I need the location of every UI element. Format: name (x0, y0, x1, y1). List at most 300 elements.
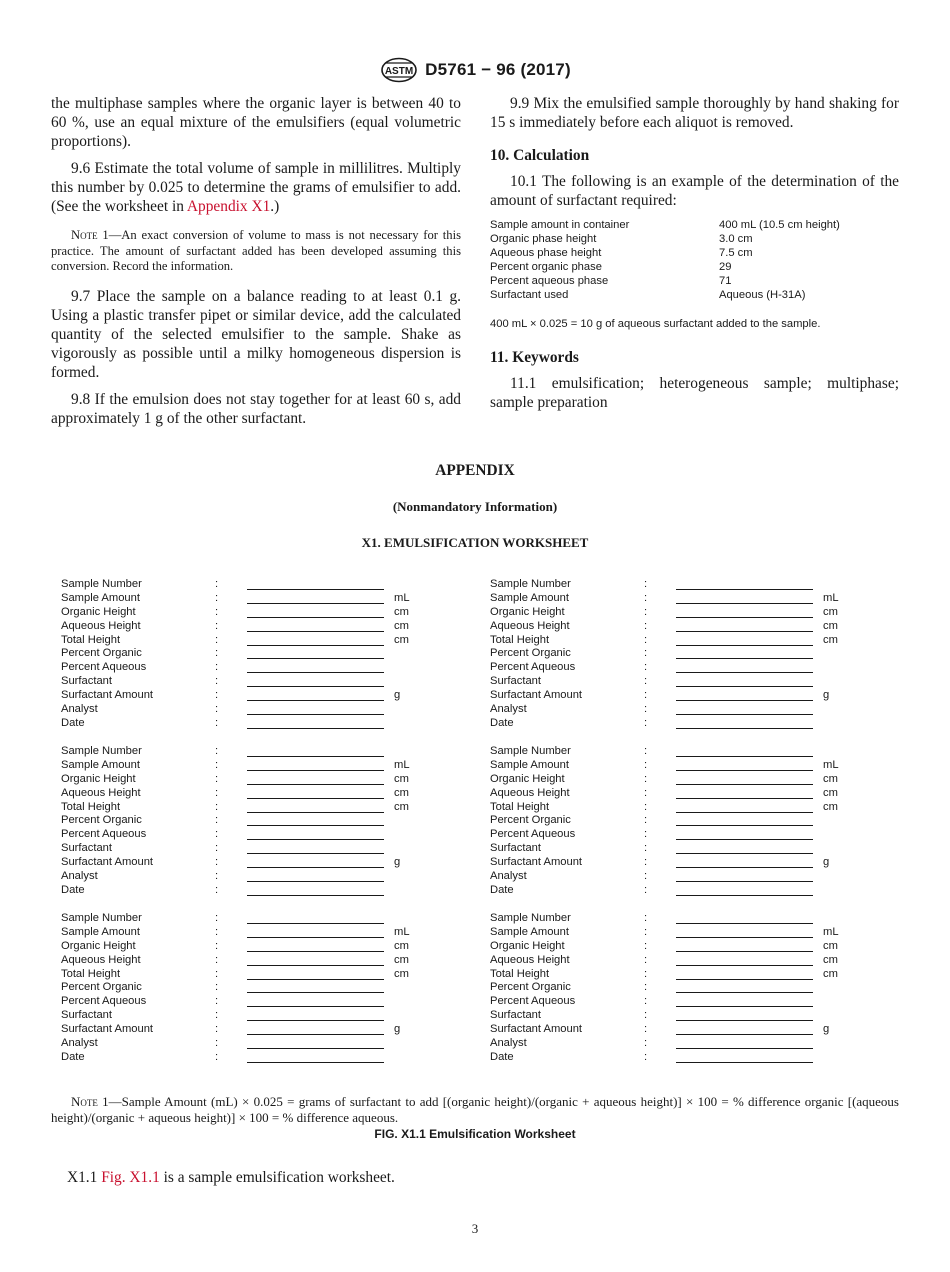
worksheet-colon: : (644, 633, 648, 646)
worksheet-row (490, 926, 850, 940)
appendix-x1-title: X1. EMULSIFICATION WORKSHEET (361, 535, 589, 550)
worksheet-row (61, 842, 421, 856)
worksheet-blank-line[interactable] (247, 951, 384, 952)
appendix-subtitle: (Nonmandatory Information) (392, 499, 558, 514)
worksheet-field-label: Sample Number (490, 745, 571, 757)
worksheet-row (490, 703, 850, 717)
worksheet-field-label: Date (61, 883, 85, 896)
worksheet-row (61, 870, 421, 884)
worksheet-row (490, 689, 850, 703)
worksheet-row (61, 1051, 421, 1065)
worksheet-unit: g (394, 689, 401, 702)
worksheet-field-label: Analyst (61, 870, 98, 883)
worksheet-field-label: Analyst (61, 703, 98, 716)
worksheet-field-label: Organic Height (490, 605, 565, 618)
worksheet-field-label: Percent Organic (490, 981, 571, 994)
worksheet-blank-line[interactable] (247, 631, 384, 632)
worksheet-colon: : (644, 995, 648, 1008)
worksheet-colon: : (215, 716, 219, 729)
worksheet-colon: : (644, 605, 648, 618)
worksheet-blank-line[interactable] (676, 700, 813, 701)
worksheet-row (490, 787, 850, 801)
worksheet-row (61, 717, 421, 731)
worksheet-field-label: Aqueous Height (490, 619, 570, 632)
worksheet-row (490, 773, 850, 787)
worksheet-row (490, 801, 850, 815)
worksheet-field-label: Surfactant Amount (61, 1023, 154, 1036)
worksheet-colon: : (215, 967, 219, 980)
worksheet-field-label: Percent Aqueous (490, 828, 576, 841)
worksheet-field-label: Sample Number (61, 578, 142, 590)
worksheet-unit: cm (823, 786, 838, 799)
worksheet-blank-line[interactable] (676, 923, 813, 924)
worksheet-colon: : (215, 675, 219, 688)
worksheet-colon: : (215, 703, 219, 716)
worksheet-row (61, 759, 421, 773)
worksheet-field-label: Date (490, 1050, 514, 1063)
worksheet-unit: g (823, 1023, 830, 1036)
worksheet-field-label: Percent Aqueous (490, 661, 576, 674)
worksheet-field-label: Sample Number (61, 912, 142, 924)
worksheet-block (490, 578, 850, 731)
worksheet-colon: : (215, 981, 219, 994)
paragraph-9-6: 9.6 Estimate the total volume of sample in millilitres. Multiply this number by 0.025 to determine the grams of emulsifier to add. (See the worksheet in Appendix X1.) (51, 160, 461, 215)
worksheet-blank-line[interactable] (676, 603, 813, 604)
worksheet-row (61, 912, 421, 926)
worksheet-field-label: Organic Height (61, 605, 136, 618)
worksheet-row (61, 981, 421, 995)
worksheet-field-label: Percent Organic (490, 814, 571, 827)
worksheet-field-label: Percent Organic (61, 814, 142, 827)
worksheet-unit: mL (823, 925, 839, 938)
worksheet-colon: : (644, 925, 648, 938)
worksheet-blank-line[interactable] (247, 1048, 384, 1049)
calc-row-label: Percent aqueous phase (490, 275, 609, 287)
worksheet-colon: : (215, 619, 219, 632)
worksheet-colon: : (215, 605, 219, 618)
worksheet-field-label: Surfactant (490, 842, 541, 855)
worksheet-blank-line[interactable] (676, 853, 813, 854)
worksheet-blank-line[interactable] (676, 825, 813, 826)
worksheet-blank-line[interactable] (247, 603, 384, 604)
section-heading-keywords: 11. Keywords (490, 349, 579, 366)
worksheet-unit: g (823, 856, 830, 869)
worksheet-colon: : (215, 578, 219, 590)
worksheet-row (490, 968, 850, 982)
worksheet-blank-line[interactable] (676, 798, 813, 799)
worksheet-row (490, 606, 850, 620)
worksheet-row (490, 661, 850, 675)
worksheet-field-label: Date (61, 1050, 85, 1063)
worksheet-blank-line[interactable] (247, 992, 384, 993)
worksheet-colon: : (644, 912, 648, 924)
worksheet-colon: : (644, 647, 648, 660)
worksheet-row (490, 675, 850, 689)
worksheet-colon: : (215, 870, 219, 883)
worksheet-colon: : (644, 591, 648, 604)
worksheet-row (490, 828, 850, 842)
worksheet-colon: : (644, 689, 648, 702)
worksheet-field-label: Percent Aqueous (61, 828, 147, 841)
worksheet-colon: : (215, 1037, 219, 1050)
worksheet-unit: cm (394, 800, 409, 813)
worksheet-row (490, 592, 850, 606)
worksheet-row (61, 801, 421, 815)
worksheet-row (490, 856, 850, 870)
worksheet-colon: : (644, 716, 648, 729)
worksheet-colon: : (644, 842, 648, 855)
worksheet-blank-line[interactable] (676, 979, 813, 980)
worksheet-field-label: Sample Number (490, 912, 571, 924)
worksheet-row (61, 814, 421, 828)
worksheet-blank-line[interactable] (247, 965, 384, 966)
worksheet-field-label: Organic Height (490, 772, 565, 785)
worksheet-colon: : (215, 1023, 219, 1036)
worksheet-row (61, 1037, 421, 1051)
worksheet-row (61, 745, 421, 759)
worksheet-field-label: Percent Aqueous (61, 661, 147, 674)
worksheet-blank-line[interactable] (676, 1006, 813, 1007)
worksheet-colon: : (215, 856, 219, 869)
worksheet-row (61, 606, 421, 620)
worksheet-field-label: Sample Amount (490, 591, 569, 604)
worksheet-blank-line[interactable] (676, 686, 813, 687)
figure-caption: FIG. X1.1 Emulsification Worksheet (374, 1127, 576, 1141)
worksheet-blank-line[interactable] (247, 979, 384, 980)
worksheet-field-label: Analyst (61, 1037, 98, 1050)
worksheet-blank-line[interactable] (247, 812, 384, 813)
worksheet-row (61, 787, 421, 801)
worksheet-blank-line[interactable] (247, 923, 384, 924)
section-heading-calculation: 10. Calculation (490, 147, 590, 164)
worksheet-row (61, 675, 421, 689)
paragraph-10-1: 10.1 The following is an example of the determination of the amount of surfactant required: (490, 173, 899, 209)
worksheet-unit: cm (394, 786, 409, 799)
worksheet-blank-line[interactable] (247, 881, 384, 882)
worksheet-field-label: Aqueous Height (490, 786, 570, 799)
worksheet-row (61, 995, 421, 1009)
worksheet-field-label: Surfactant (490, 1009, 541, 1022)
worksheet-field-label: Percent Organic (61, 981, 142, 994)
worksheet-unit: cm (823, 605, 838, 618)
worksheet-colon: : (644, 828, 648, 841)
worksheet-row (490, 884, 850, 898)
worksheet-colon: : (215, 786, 219, 799)
worksheet-field-label: Sample Amount (490, 758, 569, 771)
worksheet-field-label: Surfactant Amount (490, 689, 583, 702)
worksheet-blank-line[interactable] (676, 1020, 813, 1021)
worksheet-field-label: Sample Number (61, 745, 142, 757)
page-number: 3 (471, 1221, 479, 1236)
worksheet-row (61, 1023, 421, 1037)
worksheet-field-label: Organic Height (490, 939, 565, 952)
worksheet-row (61, 1009, 421, 1023)
worksheet-blank-line[interactable] (676, 631, 813, 632)
worksheet-blank-line[interactable] (676, 589, 813, 590)
calculation-equation: 400 mL × 0.025 = 10 g of aqueous surfactant added to the sample. (490, 318, 821, 330)
worksheet-blank-line[interactable] (247, 770, 384, 771)
worksheet-unit: cm (394, 772, 409, 785)
worksheet-field-label: Analyst (490, 703, 527, 716)
right-column (490, 94, 899, 420)
worksheet-blank-line[interactable] (247, 672, 384, 673)
worksheet-blank-line[interactable] (676, 895, 813, 896)
worksheet-row (490, 870, 850, 884)
worksheet-blank-line[interactable] (676, 812, 813, 813)
worksheet-colon: : (644, 578, 648, 590)
worksheet-colon: : (215, 912, 219, 924)
worksheet-field-label: Total Height (490, 633, 550, 646)
calc-row (490, 246, 899, 260)
worksheet-blank-line[interactable] (676, 992, 813, 993)
calc-row-label: Sample amount in container (490, 219, 630, 231)
worksheet-colon: : (644, 661, 648, 674)
worksheet-blank-line[interactable] (676, 617, 813, 618)
worksheet-unit: cm (394, 619, 409, 632)
worksheet-colon: : (215, 883, 219, 896)
worksheet-blank-line[interactable] (676, 1034, 813, 1035)
fig-x1-1-link[interactable]: Fig. X1.1 (101, 1169, 160, 1186)
worksheet-field-label: Aqueous Height (61, 953, 141, 966)
worksheet-row (490, 814, 850, 828)
worksheet-blank-line[interactable] (676, 951, 813, 952)
worksheet-colon: : (215, 772, 219, 785)
paragraph-9-7: 9.7 Place the sample on a balance reading to at least 0.1 g. Using a plastic transfer pipet or similar device, add the calculated quantity of the selected emulsifier to the sample. Shake as vigorously as possible until a milky homogeneous dispersion is formed. (51, 287, 461, 381)
worksheet-colon: : (644, 953, 648, 966)
document-id: D5761 − 96 (2017) (425, 60, 571, 79)
worksheet-colon: : (215, 591, 219, 604)
worksheet-field-label: Sample Number (490, 578, 571, 590)
worksheet-field-label: Total Height (61, 967, 121, 980)
worksheet-colon: : (215, 1050, 219, 1063)
worksheet-colon: : (644, 814, 648, 827)
worksheet-field-label: Total Height (490, 967, 550, 980)
worksheet-blank-line[interactable] (676, 756, 813, 757)
worksheet-blank-line[interactable] (676, 867, 813, 868)
worksheet-colon: : (644, 800, 648, 813)
worksheet-field-label: Date (61, 716, 85, 729)
calc-row (490, 232, 899, 246)
worksheet-blank-line[interactable] (676, 1048, 813, 1049)
worksheet-blank-line[interactable] (676, 770, 813, 771)
worksheet-field-label: Date (490, 883, 514, 896)
worksheet-colon: : (644, 870, 648, 883)
worksheet-colon: : (215, 647, 219, 660)
worksheet-blank-line[interactable] (676, 839, 813, 840)
paragraph-9-8: 9.8 If the emulsion does not stay together for at least 60 s, add approximately 1 g of the other surfactant. (51, 390, 461, 427)
worksheet-blank-line[interactable] (247, 1006, 384, 1007)
worksheet-row (61, 647, 421, 661)
worksheet-unit: cm (823, 772, 838, 785)
worksheet-blank-line[interactable] (247, 1034, 384, 1035)
worksheet-row (490, 578, 850, 592)
worksheet-blank-line[interactable] (247, 784, 384, 785)
worksheet-row (490, 912, 850, 926)
worksheet-row (490, 842, 850, 856)
worksheet-colon: : (644, 675, 648, 688)
worksheet-row (61, 856, 421, 870)
worksheet-row (61, 689, 421, 703)
worksheet-blank-line[interactable] (247, 853, 384, 854)
calc-row (490, 218, 899, 232)
calc-row-value: 400 mL (10.5 cm height) (719, 219, 840, 231)
calc-row-label: Organic phase height (490, 233, 597, 245)
worksheet-colon: : (644, 1050, 648, 1063)
worksheet-blank-line[interactable] (247, 1020, 384, 1021)
worksheet-colon: : (215, 1009, 219, 1022)
worksheet-row (490, 759, 850, 773)
worksheet-colon: : (215, 925, 219, 938)
left-column (51, 94, 461, 436)
worksheet-unit: cm (394, 605, 409, 618)
worksheet-row (490, 1023, 850, 1037)
worksheet-colon: : (215, 745, 219, 757)
worksheet-colon: : (215, 842, 219, 855)
worksheet-blank-line[interactable] (247, 825, 384, 826)
worksheet-colon: : (215, 939, 219, 952)
worksheet-colon: : (644, 772, 648, 785)
worksheet-blank-line[interactable] (247, 728, 384, 729)
worksheet-block (61, 912, 421, 1065)
worksheet-blank-line[interactable] (247, 658, 384, 659)
worksheet-colon: : (644, 786, 648, 799)
worksheet-unit: cm (394, 633, 409, 646)
worksheet-blank-line[interactable] (247, 714, 384, 715)
worksheet-row (61, 703, 421, 717)
worksheet-unit: g (823, 689, 830, 702)
worksheet-blank-line[interactable] (247, 798, 384, 799)
worksheet-colon: : (644, 745, 648, 757)
worksheet-blank-line[interactable] (676, 728, 813, 729)
paragraph-9-9: 9.9 Mix the emulsified sample thoroughly by hand shaking for 15 s immediately before each aliquot is removed. (490, 95, 899, 131)
worksheet-colon: : (644, 981, 648, 994)
calc-row-value: 3.0 cm (719, 233, 753, 245)
worksheet-colon: : (215, 633, 219, 646)
worksheet-colon: : (644, 1023, 648, 1036)
worksheet-unit: mL (823, 758, 839, 771)
worksheet-row (490, 717, 850, 731)
worksheet-field-label: Aqueous Height (61, 786, 141, 799)
worksheet-unit: g (394, 856, 401, 869)
worksheet-colon: : (215, 689, 219, 702)
worksheet-unit: cm (394, 939, 409, 952)
worksheet-colon: : (644, 1009, 648, 1022)
worksheet-field-label: Sample Amount (61, 758, 140, 771)
worksheet-blank-line[interactable] (247, 937, 384, 938)
worksheet-unit: mL (394, 925, 410, 938)
worksheet-row (490, 981, 850, 995)
worksheet-row (490, 940, 850, 954)
worksheet-blank-line[interactable] (676, 658, 813, 659)
worksheet-blank-line[interactable] (247, 895, 384, 896)
worksheet-blank-line[interactable] (676, 965, 813, 966)
worksheet-colon: : (215, 758, 219, 771)
worksheet-field-label: Analyst (490, 870, 527, 883)
worksheet-blank-line[interactable] (676, 645, 813, 646)
worksheet-field-label: Organic Height (61, 939, 136, 952)
worksheet-unit: cm (823, 800, 838, 813)
worksheet-blank-line[interactable] (676, 1062, 813, 1063)
worksheet-field-label: Percent Organic (61, 647, 142, 660)
worksheet-blank-line[interactable] (676, 672, 813, 673)
worksheet-field-label: Surfactant (490, 675, 541, 688)
worksheet-colon: : (644, 939, 648, 952)
astm-logo-icon (379, 57, 419, 83)
worksheet-blank-line[interactable] (247, 756, 384, 757)
worksheet-blank-line[interactable] (676, 714, 813, 715)
worksheet-field-label: Aqueous Height (61, 619, 141, 632)
worksheet-blank-line[interactable] (247, 617, 384, 618)
worksheet-row (490, 995, 850, 1009)
page-header (0, 56, 950, 84)
worksheet-field-label: Percent Aqueous (490, 995, 576, 1008)
worksheet-row (61, 968, 421, 982)
worksheet-row (61, 578, 421, 592)
paragraph-x1-1: X1.1 Fig. X1.1 is a sample emulsification worksheet. (67, 1169, 395, 1186)
appendix-x1-link[interactable]: Appendix X1 (186, 198, 271, 215)
worksheet-blank-line[interactable] (676, 784, 813, 785)
calc-row (490, 288, 899, 302)
worksheet-blank-line[interactable] (676, 937, 813, 938)
worksheet-field-label: Date (490, 716, 514, 729)
worksheet-unit: mL (823, 591, 839, 604)
worksheet-field-label: Surfactant (61, 1009, 112, 1022)
worksheet-unit: cm (823, 953, 838, 966)
worksheet-field-label: Percent Aqueous (61, 995, 147, 1008)
worksheet-field-label: Sample Amount (61, 925, 140, 938)
worksheet-unit: cm (394, 967, 409, 980)
worksheet-block (490, 745, 850, 898)
worksheet-blank-line[interactable] (247, 686, 384, 687)
appendix-title: APPENDIX (435, 462, 515, 479)
worksheet-row (61, 954, 421, 968)
worksheet-blank-line[interactable] (247, 589, 384, 590)
worksheet-row (61, 828, 421, 842)
worksheet-colon: : (215, 828, 219, 841)
worksheet-colon: : (644, 883, 648, 896)
worksheet-row (490, 620, 850, 634)
worksheet-unit: mL (394, 591, 410, 604)
calculation-example-table (490, 218, 899, 302)
worksheet-blank-line[interactable] (247, 645, 384, 646)
worksheet-unit: cm (823, 619, 838, 632)
paragraph-11-1: 11.1 emulsification; heterogeneous sample; multiphase; sample preparation (490, 375, 899, 411)
worksheet-field-label: Surfactant Amount (490, 856, 583, 869)
calc-row-label: Surfactant used (490, 289, 569, 301)
worksheet-row (490, 647, 850, 661)
worksheet-unit: cm (823, 967, 838, 980)
worksheet-blank-line[interactable] (247, 700, 384, 701)
calc-row-value: Aqueous (H-31A) (719, 289, 806, 301)
worksheet-colon: : (215, 661, 219, 674)
worksheet-colon: : (215, 814, 219, 827)
calc-row (490, 274, 899, 288)
worksheet-field-label: Total Height (61, 633, 121, 646)
worksheet-field-label: Total Height (61, 800, 121, 813)
worksheet-colon: : (215, 800, 219, 813)
worksheet-unit: cm (394, 953, 409, 966)
worksheet-unit: cm (823, 939, 838, 952)
worksheet-blank-line[interactable] (247, 839, 384, 840)
worksheet-blank-line[interactable] (247, 1062, 384, 1063)
worksheet-blank-line[interactable] (247, 867, 384, 868)
worksheet-field-label: Organic Height (61, 772, 136, 785)
worksheet-row (61, 620, 421, 634)
worksheet-block (61, 745, 421, 898)
worksheet-blank-line[interactable] (676, 881, 813, 882)
worksheet-row (490, 745, 850, 759)
worksheet-block (61, 578, 421, 731)
